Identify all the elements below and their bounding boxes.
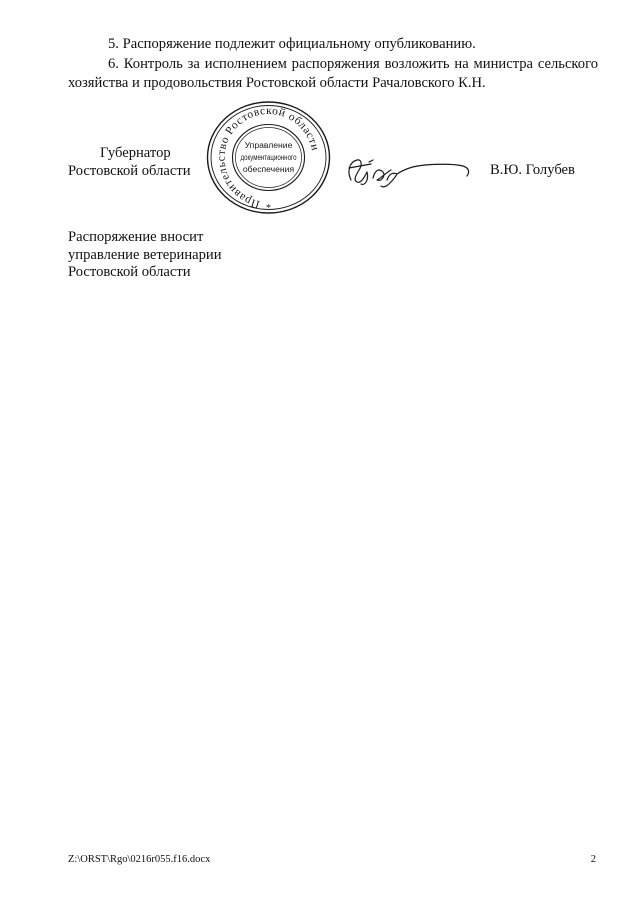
official-seal-stamp <box>205 99 332 216</box>
seal-inner-line3: обеспечения <box>242 164 295 174</box>
handwritten-signature <box>343 150 473 190</box>
submitter-line-3: Ростовской области <box>68 264 191 280</box>
signer-position-title: Губернатор <box>100 145 171 161</box>
submitter-block <box>68 229 222 282</box>
signer-name: В.Ю. Голубев <box>490 162 575 178</box>
signer-position-region: Ростовской области <box>68 163 191 179</box>
seal-outer-text: Правительство Ростовской области <box>215 104 321 211</box>
seal-inner-line2: документационного <box>240 153 297 162</box>
footer-file-path: Z:\ORST\Rgo\0216r055.f16.docx <box>68 854 211 865</box>
signer-position <box>68 144 191 180</box>
submitter-line-1: Распоряжение вносит <box>68 229 204 245</box>
paragraph-6: 6. Контроль за исполнением распоряжения возложить на министра сельского хозяйства и продовольствия Ростовской области Рачаловского К.Н. <box>68 56 598 91</box>
footer-page-number: 2 <box>590 854 596 865</box>
seal-inner-line1: Управление <box>244 140 293 150</box>
paragraph-5: 5. Распоряжение подлежит официальному опубликованию. <box>108 36 476 52</box>
submitter-line-2: управление ветеринарии <box>68 246 222 263</box>
seal-star: * <box>266 203 271 214</box>
